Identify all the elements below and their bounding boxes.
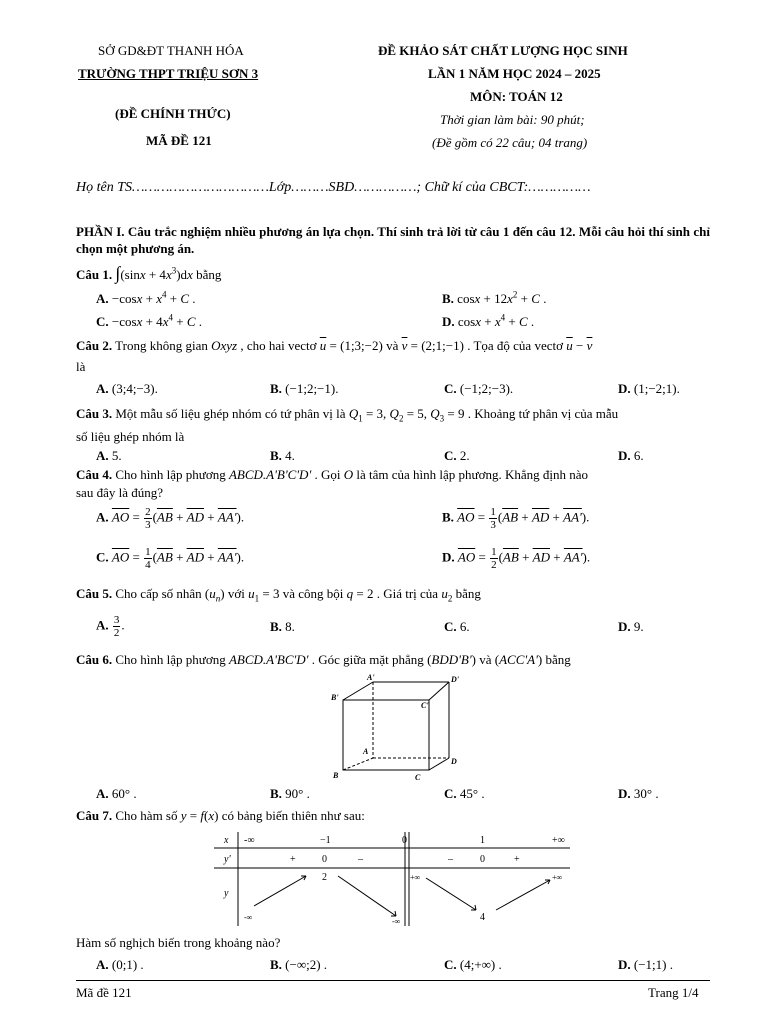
- q1-label: Câu 1.: [76, 267, 113, 282]
- exam-note: (Đề gồm có 22 câu; 04 trang): [432, 135, 588, 150]
- q7-ask: Hàm số nghịch biến trong khoảng nào?: [76, 935, 281, 950]
- svg-text:–: –: [358, 854, 363, 865]
- q5-option-a[interactable]: A. $\frac{3}{2}$ .: [96, 614, 125, 639]
- svg-text:1: 1: [480, 835, 485, 846]
- exam-title: ĐỀ KHẢO SÁT CHẤT LƯỢNG HỌC SINH: [378, 43, 628, 58]
- svg-text:+∞: +∞: [552, 873, 563, 882]
- svg-text:+∞: +∞: [410, 873, 421, 882]
- exam-subject: MÔN: TOÁN 12: [470, 89, 563, 104]
- svg-text:4: 4: [480, 912, 485, 923]
- exam-code: MÃ ĐỀ 121: [146, 133, 212, 148]
- svg-text:+∞: +∞: [552, 835, 565, 846]
- question-3: Câu 3. Một mẫu số liệu ghép nhóm có tứ phân vị là $Q_1 = 3$, $Q_2 = 5$, $Q_3 = 9$ . Khoảng tứ phân vị của mẫu: [76, 406, 619, 424]
- svg-text:0: 0: [322, 854, 327, 865]
- svg-text:2: 2: [322, 872, 327, 883]
- variation-table: [214, 830, 574, 930]
- q6-option-c[interactable]: C. 45° .: [444, 786, 485, 801]
- svg-text:-∞: -∞: [244, 835, 255, 846]
- q7-option-c[interactable]: C. (4;+∞) .: [444, 957, 502, 972]
- svg-text:0: 0: [480, 854, 485, 865]
- q7-option-d[interactable]: D. (−1;1) .: [618, 957, 673, 972]
- q3-option-d[interactable]: D. 6.: [618, 448, 644, 463]
- svg-text:–: –: [448, 854, 453, 865]
- q4-option-a[interactable]: A. $\overline{AO}$ = $\frac{2}{3}$ $(\overline{AB} + \overline{AD} + AA')$.: [96, 506, 245, 531]
- question-4: Câu 4. Cho hình lập phương ABCD.A'B'C'D' . Gọi O là tâm của hình lập phương. Khẳng định nào: [76, 467, 588, 482]
- q3-option-c[interactable]: C. 2.: [444, 448, 470, 463]
- part1-heading: PHẦN I. Câu trắc nghiệm nhiều phương án lựa chọn. Thí sinh trả lời từ câu 1 đến câu 12. Mỗi câu hỏi thí sinh chỉ chọn một phương án.: [76, 224, 710, 256]
- vertex-d-prime: D': [451, 675, 459, 684]
- q1-option-b[interactable]: B. $\cos x + 12x^2 + C$ .: [442, 289, 547, 306]
- footer-divider: [76, 980, 710, 981]
- vertex-c: C: [415, 773, 421, 782]
- svg-text:x: x: [224, 835, 229, 846]
- question-1: [76, 263, 221, 284]
- q2-option-a[interactable]: A. (3;4;−3).: [96, 381, 158, 396]
- svg-text:-∞: -∞: [392, 917, 401, 926]
- q7-option-a[interactable]: A. (0;1) .: [96, 957, 144, 972]
- footer-page-number: Trang 1/4: [648, 985, 699, 1000]
- exam-time: Thời gian làm bài: 90 phút;: [440, 112, 585, 127]
- q3-option-a[interactable]: A. 5.: [96, 448, 122, 463]
- exam-round: LẦN 1 NĂM HỌC 2024 – 2025: [428, 66, 601, 81]
- svg-text:+: +: [290, 854, 296, 865]
- dept-name: SỞ GD&ĐT THANH HÓA: [98, 43, 244, 58]
- q4-option-b[interactable]: B. $\overline{AO}$ = $\frac{1}{3}$ $(\overline{AB} + \overline{AD} + AA')$.: [442, 506, 590, 531]
- svg-text:+: +: [514, 854, 520, 865]
- vertex-b: B: [333, 771, 339, 780]
- q6-option-b[interactable]: B. 90° .: [270, 786, 310, 801]
- official-label: (ĐỀ CHÍNH THỨC): [115, 106, 231, 121]
- q5-option-d[interactable]: D. 9.: [618, 619, 644, 634]
- q7-option-b[interactable]: B. (−∞;2) .: [270, 957, 328, 972]
- question-2: Câu 2. Trong không gian Oxyz , cho hai vectơ $\overline{u}$ = (1;3;−2) và $\overline{v}$ = (2;1;−1) . Tọa độ của vectơ $\overline{u} - \overline{v}$: [76, 338, 593, 353]
- q6-option-d[interactable]: D. 30° .: [618, 786, 659, 801]
- q5-option-c[interactable]: C. 6.: [444, 619, 470, 634]
- q4-text-end: sau đây là đúng?: [76, 485, 164, 500]
- school-name: TRƯỜNG THPT TRIỆU SƠN 3: [78, 66, 259, 81]
- q2-option-b[interactable]: B. (−1;2;−1).: [270, 381, 339, 396]
- q5-option-b[interactable]: B. 8.: [270, 619, 295, 634]
- svg-text:y: y: [224, 888, 229, 899]
- vertex-c-prime: C': [421, 701, 429, 710]
- q1-option-d[interactable]: D. $\cos x + x^4 + C$ .: [442, 312, 535, 329]
- question-6: Câu 6. Cho hình lập phương ABCD.A'BC'D' . Góc giữa mặt phẳng (BDD'B') và (ACC'A') bằng: [76, 652, 571, 667]
- q1-option-a[interactable]: A. $-\cos x + x^4 + C$ .: [96, 289, 196, 306]
- svg-text:y': y': [224, 854, 231, 865]
- q6-option-a[interactable]: A. 60° .: [96, 786, 137, 801]
- q1-option-c[interactable]: C. $-\cos x + 4x^4 + C$ .: [96, 312, 202, 329]
- student-info-line: Họ tên TS……………………………Lớp………SBD……………; Chữ kí của CBCT:……………: [76, 180, 591, 195]
- footer-exam-code: Mã đề 121: [76, 985, 132, 1000]
- vertex-d: D: [451, 757, 457, 766]
- svg-text:0: 0: [402, 835, 407, 846]
- question-5: Câu 5. Cho cấp số nhân $(u_n)$ với $u_1 = 3$ và công bội q = 2 . Giá trị của $u_2$ bằng: [76, 586, 481, 604]
- q1-integral: $\int(\sin x + 4x^3)dx$: [115, 263, 193, 283]
- q3-option-b[interactable]: B. 4.: [270, 448, 295, 463]
- q4-option-c[interactable]: C. $\overline{AO}$ = $\frac{1}{4}$ $(\overline{AB} + \overline{AD} + AA')$.: [96, 546, 245, 571]
- svg-text:-∞: -∞: [244, 913, 253, 922]
- cube-figure: [325, 672, 465, 784]
- q2-text-end: là: [76, 359, 86, 374]
- svg-text:−1: −1: [320, 835, 331, 846]
- q2-option-c[interactable]: C. (−1;2;−3).: [444, 381, 514, 396]
- q1-text: bằng: [196, 267, 222, 282]
- vertex-a-prime: A': [367, 673, 375, 682]
- vertex-a: A: [363, 747, 369, 756]
- question-7: Câu 7. Cho hàm số y = f(x) có bảng biến thiên như sau:: [76, 808, 365, 823]
- vertex-b-prime: B': [331, 693, 339, 702]
- q3-text-end: số liệu ghép nhóm là: [76, 429, 185, 444]
- q2-option-d[interactable]: D. (1;−2;1).: [618, 381, 680, 396]
- q4-option-d[interactable]: D. $\overline{AO}$ = $\frac{1}{2}$ $(\overline{AB} + \overline{AD} + AA')$.: [442, 546, 591, 571]
